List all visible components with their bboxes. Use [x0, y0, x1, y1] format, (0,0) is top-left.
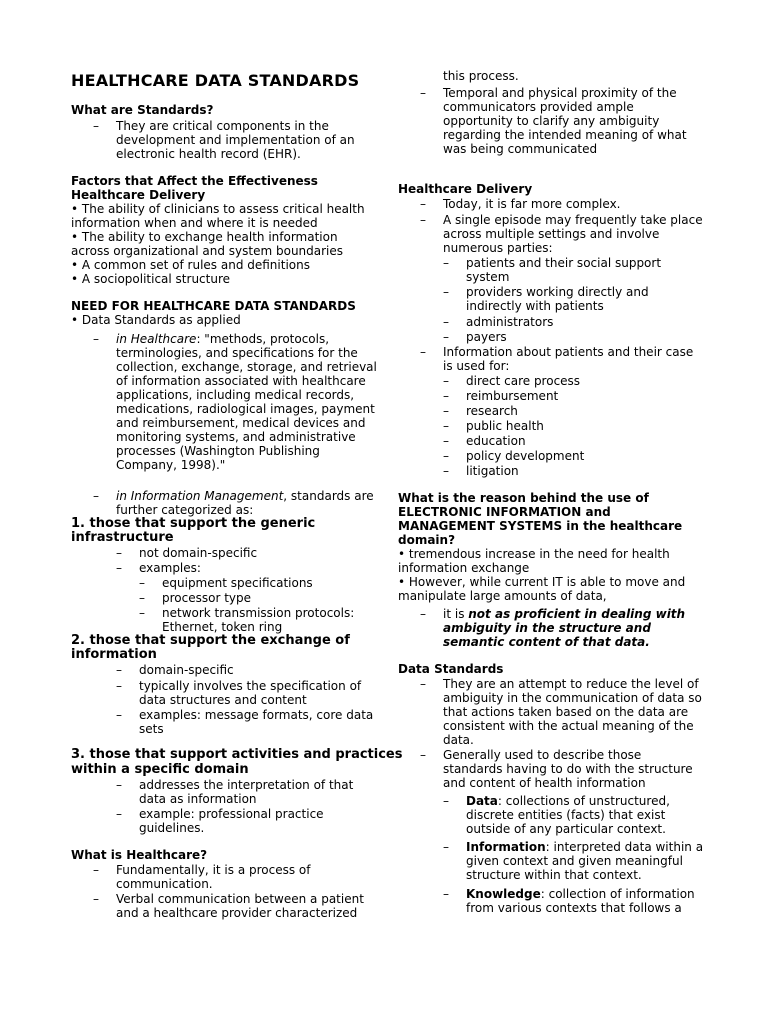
- text-line: public health: [466, 419, 544, 433]
- text-line: discrete entities (facts) that exist: [466, 808, 666, 822]
- text-line: opportunity to clarify any ambiguity: [443, 114, 660, 128]
- text-line: ambiguity in the communication of data so: [443, 691, 702, 705]
- section-heading: Factors that Affect the Effectiveness: [71, 174, 318, 188]
- text-line: outside of any particular context.: [466, 822, 666, 836]
- text-line: standards having to do with the structure: [443, 762, 693, 776]
- dash-marker: –: [93, 863, 99, 877]
- dash-marker: –: [116, 663, 122, 677]
- italic-term: in Healthcare: [116, 332, 197, 346]
- dash-marker: –: [420, 677, 426, 691]
- dash-marker: –: [443, 434, 449, 448]
- text-span: : collection of information: [540, 887, 695, 901]
- text-line: [466, 840, 703, 854]
- text-line: addresses the interpretation of that: [139, 778, 354, 792]
- text-line: communication.: [116, 877, 213, 891]
- category-heading: 3. those that support activities and practices: [71, 747, 403, 762]
- text-line: patients and their social support: [466, 256, 662, 270]
- text-line: data.: [443, 733, 474, 747]
- text-line: domain-specific: [139, 663, 234, 677]
- text-line: Information about patients and their case: [443, 345, 694, 359]
- dash-marker: –: [139, 576, 145, 590]
- text-line: regarding the intended meaning of what: [443, 128, 687, 142]
- text-line: Verbal communication between a patient: [116, 892, 364, 906]
- text-line: guidelines.: [139, 821, 205, 835]
- text-line: further categorized as:: [116, 503, 254, 517]
- text-line: Company, 1998).": [116, 458, 226, 472]
- text-span: , standards are: [283, 489, 374, 503]
- text-line: medications, radiological images, payment: [116, 402, 375, 416]
- text-line: example: professional practice: [139, 807, 324, 821]
- text-line: that actions taken based on the data are: [443, 705, 689, 719]
- text-line: electronic health record (EHR).: [116, 147, 301, 161]
- text-line: [466, 794, 670, 808]
- text-line: They are critical components in the: [116, 119, 329, 133]
- text-line: of information associated with healthcare: [116, 374, 366, 388]
- category-heading: information: [71, 647, 157, 662]
- term-label: Data: [466, 794, 498, 808]
- text-line: research: [466, 404, 518, 418]
- emphasis-text: not as proficient in dealing with: [468, 607, 686, 621]
- section-heading: Healthcare Delivery: [398, 182, 533, 196]
- dash-marker: –: [443, 389, 449, 403]
- dash-marker: –: [139, 606, 145, 620]
- text-line: and content of health information: [443, 776, 646, 790]
- dash-marker: –: [443, 464, 449, 478]
- text-line: • However, while current IT is able to move and: [398, 575, 686, 589]
- emphasis-text: semantic content of that data.: [443, 635, 650, 649]
- section-heading: Data Standards: [398, 662, 504, 676]
- dash-marker: –: [116, 807, 122, 821]
- dash-marker: –: [93, 119, 99, 133]
- text-line: • Data Standards as applied: [71, 313, 241, 327]
- dash-marker: –: [93, 489, 99, 503]
- category-heading: within a specific domain: [71, 762, 249, 777]
- text-line: data structures and content: [139, 693, 307, 707]
- dash-marker: –: [116, 679, 122, 693]
- dash-marker: –: [420, 213, 426, 227]
- text-line: examples:: [139, 561, 201, 575]
- text-line: education: [466, 434, 526, 448]
- dash-marker: –: [443, 419, 449, 433]
- section-heading: What is Healthcare?: [71, 848, 208, 862]
- text-line: numerous parties:: [443, 241, 553, 255]
- text-span: : "methods, protocols,: [196, 332, 330, 346]
- text-line: this process.: [443, 69, 519, 83]
- dash-marker: –: [93, 332, 99, 346]
- text-line: Today, it is far more complex.: [443, 197, 621, 211]
- text-line: Fundamentally, it is a process of: [116, 863, 311, 877]
- dash-marker: –: [116, 778, 122, 792]
- text-span: : collections of unstructured,: [497, 794, 670, 808]
- dash-marker: –: [93, 892, 99, 906]
- category-heading: 1. those that support the generic: [71, 516, 316, 531]
- term-label: Knowledge: [466, 887, 541, 901]
- text-line: [116, 489, 374, 503]
- text-line: communicators provided ample: [443, 100, 634, 114]
- italic-term: in Information Management: [116, 489, 284, 503]
- section-heading: What is the reason behind the use of: [398, 491, 649, 505]
- dash-marker: –: [420, 345, 426, 359]
- text-line: indirectly with patients: [466, 299, 604, 313]
- text-line: processor type: [162, 591, 252, 605]
- text-line: typically involves the specification of: [139, 679, 362, 693]
- text-line: system: [466, 270, 510, 284]
- text-line: sets: [139, 722, 164, 736]
- text-line: Ethernet, token ring: [162, 620, 283, 634]
- text-line: not domain-specific: [139, 546, 258, 560]
- dash-marker: –: [420, 748, 426, 762]
- category-heading: infrastructure: [71, 530, 174, 545]
- text-line: policy development: [466, 449, 585, 463]
- dash-marker: –: [443, 794, 449, 808]
- text-line: reimbursement: [466, 389, 559, 403]
- text-line: equipment specifications: [162, 576, 313, 590]
- section-heading: domain?: [398, 533, 456, 547]
- text-line: litigation: [466, 464, 519, 478]
- text-line: • tremendous increase in the need for health: [398, 547, 670, 561]
- dash-marker: –: [443, 315, 449, 329]
- document-title: HEALTHCARE DATA STANDARDS: [71, 71, 360, 90]
- text-line: information exchange: [398, 561, 530, 575]
- text-line: was being communicated: [443, 142, 598, 156]
- text-line: structure within that context.: [466, 868, 642, 882]
- dash-marker: –: [139, 591, 145, 605]
- text-line: across multiple settings and involve: [443, 227, 660, 241]
- text-line: monitoring systems, and administrative: [116, 430, 356, 444]
- dash-marker: –: [443, 374, 449, 388]
- text-line: processes (Washington Publishing: [116, 444, 320, 458]
- dash-marker: –: [443, 449, 449, 463]
- text-line: data as information: [139, 792, 257, 806]
- text-line: • A common set of rules and definitions: [71, 258, 310, 272]
- dash-marker: –: [420, 607, 426, 621]
- text-line: information when and where it is needed: [71, 216, 318, 230]
- text-line: [116, 332, 329, 346]
- dash-marker: –: [443, 404, 449, 418]
- text-line: and reimbursement, medical devices and: [116, 416, 366, 430]
- text-line: applications, including medical records,: [116, 388, 355, 402]
- text-line: [466, 887, 695, 901]
- dash-marker: –: [443, 887, 449, 901]
- text-line: [443, 607, 685, 621]
- dash-marker: –: [443, 285, 449, 299]
- section-heading: What are Standards?: [71, 103, 214, 117]
- section-heading: NEED FOR HEALTHCARE DATA STANDARDS: [71, 299, 356, 313]
- section-heading: ELECTRONIC INFORMATION and: [398, 505, 611, 519]
- text-line: • A sociopolitical structure: [71, 272, 231, 286]
- text-line: • The ability to exchange health information: [71, 230, 338, 244]
- text-line: is used for:: [443, 359, 510, 373]
- text-line: A single episode may frequently take place: [443, 213, 703, 227]
- text-line: manipulate large amounts of data,: [398, 589, 607, 603]
- dash-marker: –: [116, 708, 122, 722]
- text-line: Generally used to describe those: [443, 748, 642, 762]
- text-line: collection, exchange, storage, and retrieval: [116, 360, 377, 374]
- dash-marker: –: [116, 561, 122, 575]
- text-line: Temporal and physical proximity of the: [443, 86, 677, 100]
- text-line: examples: message formats, core data: [139, 708, 374, 722]
- text-line: consistent with the actual meaning of the: [443, 719, 694, 733]
- dash-marker: –: [443, 840, 449, 854]
- term-label: Information: [466, 840, 546, 854]
- text-line: from various contexts that follows a: [466, 901, 682, 915]
- section-heading: MANAGEMENT SYSTEMS in the healthcare: [398, 519, 683, 533]
- dash-marker: –: [443, 330, 449, 344]
- text-line: • The ability of clinicians to assess critical health: [71, 202, 365, 216]
- text-line: providers working directly and: [466, 285, 649, 299]
- dash-marker: –: [420, 197, 426, 211]
- dash-marker: –: [443, 256, 449, 270]
- text-span: : interpreted data within a: [545, 840, 704, 854]
- category-heading: 2. those that support the exchange of: [71, 633, 350, 648]
- text-span: it is: [443, 607, 469, 621]
- emphasis-text: ambiguity in the structure and: [443, 621, 651, 635]
- text-line: network transmission protocols:: [162, 606, 355, 620]
- text-line: development and implementation of an: [116, 133, 355, 147]
- text-line: direct care process: [466, 374, 581, 388]
- text-line: across organizational and system boundaries: [71, 244, 344, 258]
- text-line: and a healthcare provider characterized: [116, 906, 358, 920]
- dash-marker: –: [420, 86, 426, 100]
- text-line: terminologies, and specifications for the: [116, 346, 358, 360]
- text-line: payers: [466, 330, 507, 344]
- text-line: given context and given meaningful: [466, 854, 683, 868]
- text-line: They are an attempt to reduce the level of: [443, 677, 699, 691]
- dash-marker: –: [116, 546, 122, 560]
- section-heading: Healthcare Delivery: [71, 188, 206, 202]
- text-line: administrators: [466, 315, 554, 329]
